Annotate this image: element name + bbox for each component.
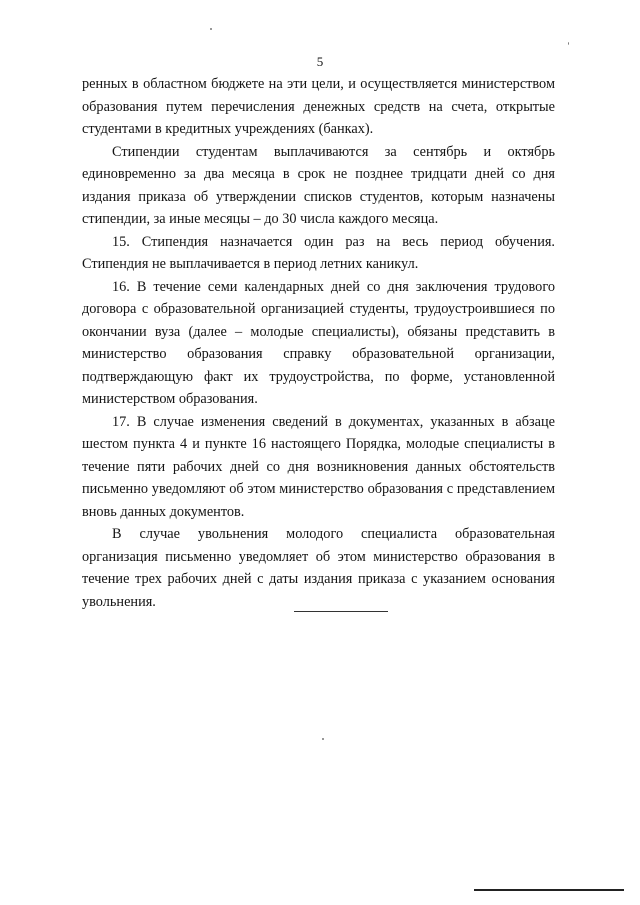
- paragraph-continuation: ренных в областном бюджете на эти цели, и осуществляется министерством образования путем перечисления денежных средств на счета, открытые студентами в кредитных учреждениях (банках).: [82, 76, 555, 137]
- page-number: 5: [316, 54, 324, 69]
- paragraph-item-15: 15. Стипендия назначается один раз на весь период обучения. Стипендия не выплачивается в период летних каникул.: [82, 233, 555, 272]
- paragraph-dismissal: В случае увольнения молодого специалиста образовательная организация письменно уведомляет об этом министерство образования в течение трех рабочих дней с даты издания приказа с указанием основания увольнения.: [82, 526, 555, 610]
- document-body: [82, 73, 555, 613]
- paragraph-item-17: 17. В случае изменения сведений в документах, указанных в абзаце шестом пункта 4 и пункте 16 настоящего Порядка, молодые специалисты в течение пяти рабочих дней со дня возникновения данных обстоятельств письменно уведомляют об этом министерство образования с представлением вновь данных документов.: [82, 413, 555, 520]
- paragraph-stipend-payment: Стипендии студентам выплачиваются за сентябрь и октябрь единовременно за два месяца в срок не позднее тридцати дней со дня издания приказа об утверждении списков студентов, которым назначены стипендии, за иные месяцы – до 30 числа каждого месяца.: [82, 143, 555, 227]
- scan-speck: [322, 738, 324, 740]
- scan-speck: [210, 28, 212, 30]
- end-separator-line: [294, 611, 388, 612]
- paragraph-item-16: 16. В течение семи календарных дней со дня заключения трудового договора с образовательной организацией студенты, трудоустроившиеся по окончании вуза (далее – молодые специалисты), обязаны представить в министерство образования справку образовательной организации, подтверждающую факт их трудоустройства, по форме, установленной министерством образования.: [82, 278, 555, 407]
- scan-speck: [568, 42, 569, 45]
- scan-edge-line: [474, 889, 624, 891]
